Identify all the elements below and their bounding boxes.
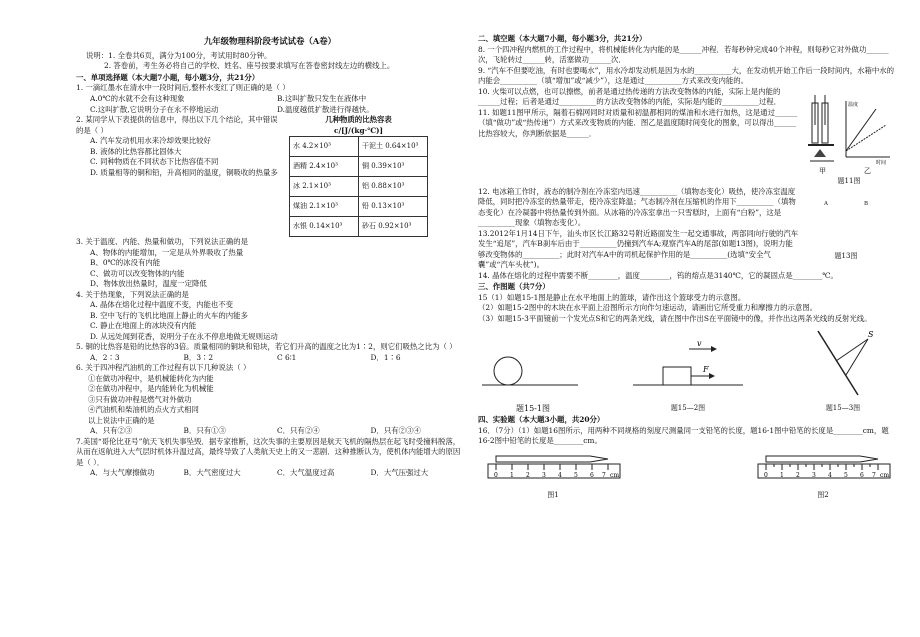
drawing-15-1: 15（1）如题15-1图是静止在水平地面上的篮球，请作出这个篮球受力的示意图。	[478, 292, 746, 302]
ruler-unit: cm	[880, 471, 890, 479]
figure-13	[806, 201, 886, 271]
q1-option-d: D.温度越低扩散进行得越快。	[277, 104, 374, 114]
ruler-number: 7	[602, 471, 606, 479]
graph-line-water	[846, 125, 886, 151]
light-ray-2	[846, 339, 868, 375]
table-cell: 冰 2.1×10³	[290, 177, 359, 197]
q7-option-b: B．大气密度过大	[183, 468, 241, 478]
note-1: 说明：1. 全卷共6页，满分为100分，考试用时80分钟。	[86, 50, 272, 60]
question-4	[76, 290, 464, 343]
table-cell: 酒精 2.4×10³	[290, 157, 359, 177]
section-2-heading: 二、填空题（本大题7小题，每小题3分，共21分）	[478, 34, 647, 43]
question-3	[76, 237, 464, 290]
q2-option-a: A. 汽车发动机用水来冷却效果比较好	[90, 136, 211, 146]
table-cell: 砂石 0.92×10³	[359, 217, 428, 237]
fill-9: 9. “汽车不但要吃油，有时也要喝水”，用水冷却发动机是因为水的__________大，在发动机开始工作后一段时间内，水箱中水的内能会__________（填“增加”或“减少”），这是通过__________方式来改变内能的。	[478, 65, 895, 86]
experiment-16: 16．（7分）（1）如题16图所示，用两种不同规格的刻度尺测量同一支铅笔的长度，题16-1图中铅笔的长度是________cm，题16-2图中铅笔的长度是________cm。	[478, 425, 889, 446]
q6-item-3: ③只有做功冲程是燃气对外做功	[88, 394, 192, 404]
q1-stem: 1. 一滴红墨水在清水中一段时间后,整杯水变红了则正确的是（ ）	[76, 83, 290, 93]
force-arrowhead	[709, 373, 715, 379]
q5-option-a: A．2∶3	[90, 352, 120, 362]
heat-capacity-table	[289, 136, 428, 237]
force-label: F	[703, 364, 709, 374]
q6-item-1: ①在做功冲程中，是机械能转化为内能	[88, 373, 214, 383]
ruler-number: 4	[828, 471, 832, 479]
ruler-number: 3	[542, 471, 546, 479]
ruler-number: 3	[812, 471, 816, 479]
q4-stem: 4. 关于热现象，下列说法正确的是	[76, 289, 189, 299]
figure-11-caption: 题11图	[837, 176, 861, 185]
question-6	[76, 363, 464, 437]
ruler-number: 1	[780, 471, 784, 479]
drawing-15-2: （2）如题15-2图中的木块在水平面上沿图所示方向作匀速运动，请画出它所受重力和摩擦力的示意图。	[478, 303, 818, 313]
figure-15-2-drawing	[623, 335, 753, 401]
fill-13: 13.2012年1月14日下午，汕头市区长江路32号附近路面发生一起交通事故，两部同向行驶的汽车发生“追尾”，汽车B刹车后由于__________仍撞到汽车A;观察汽车A的尾部(如题13图)，说明力能够改变物体的__________；此时对汽车A中的司机起保护作用的是__________(选填“安全气囊”或“汽车头枕”)。	[478, 228, 799, 270]
figure-16-row	[478, 450, 898, 501]
ruler-unit: cm	[610, 471, 620, 479]
question-5	[76, 342, 464, 363]
q3-option-a: A、物体的内能增加，一定是从外界吸收了热量	[90, 247, 244, 257]
velocity-arrowhead	[711, 346, 717, 352]
figure-13-caption: 题13图	[834, 252, 858, 261]
q6-stem: 6. 关于四冲程汽油机的工作过程有以下几种说法（ ）	[76, 363, 251, 373]
q4-option-d: D. 从远处闻到花香，说明分子在永不停息地做无规则运动	[90, 331, 278, 341]
q7-option-d: D．大气压强过大	[370, 468, 429, 478]
ruler-number: 0	[764, 471, 768, 479]
ruler-number: 5	[844, 471, 848, 479]
figure-15-3-drawing	[788, 325, 898, 401]
q2-option-b: B. 液体的比热容都比固体大	[90, 146, 182, 156]
fill-12-13-text	[478, 187, 800, 271]
figure-15-2-caption: 题15—2图	[670, 404, 706, 413]
figure-15-2	[623, 335, 753, 414]
q3-stem: 3. 关于温度、内能、热量和做功，下列说法正确的是	[76, 237, 248, 247]
q5-option-c: C 6∶1	[277, 352, 297, 362]
figure-13-label-a: A	[823, 200, 828, 207]
figure-16-2-caption: 图2	[817, 491, 829, 500]
point-s-label: S	[868, 329, 874, 339]
ruler-number: 2	[526, 471, 530, 479]
ruler-number: 0	[494, 471, 498, 479]
q2-option-d: D. 质量相等的铜和铅，升高相同的温度，铜吸收的热量多	[90, 167, 278, 177]
q2-stem: 2. 某同学从下表提供的信息中，得出以下几个结论，其中错误的是（ ）	[76, 115, 278, 135]
ruler-number: 6	[590, 471, 594, 479]
figure-16-2	[748, 450, 898, 501]
pencil-shape	[766, 456, 878, 462]
ruler-number: 1	[510, 471, 514, 479]
fill-8: 8. 一个四冲程内燃机的工作过程中，将机械能转化为内能的是______冲程．若每秒钟完成40个冲程，则每秒它对外做功______次，飞轮转过______转，活塞做功______次．	[478, 44, 889, 65]
ruler-number: 4	[558, 471, 562, 479]
basketball-shape	[494, 357, 522, 385]
q4-option-b: B. 空中飞行的飞机比地面上静止的火车的内能多	[90, 310, 248, 320]
q5-option-b: B．3∶2	[183, 352, 214, 362]
table-cell: 干泥土 0.64×10³	[359, 137, 428, 157]
light-ray-1	[836, 339, 868, 361]
table-cell: 水 4.2×10³	[290, 137, 359, 157]
q1-option-a: A.0℃的水就不会有这种现象	[90, 93, 185, 103]
q6-tail: 以上说法中正确的是	[88, 415, 155, 425]
table-cell: 水银 0.14×10³	[290, 217, 359, 237]
figure-16-2-drawing	[748, 450, 898, 488]
question-2	[76, 115, 281, 237]
fill-10-11-text	[478, 87, 800, 187]
table-cell: 煤油 2.1×10³	[290, 197, 359, 217]
section-1-heading: 一、单项选择题（本大题7小题，每小题3分，共21分）	[76, 72, 260, 82]
fill-12-13-block	[478, 187, 898, 271]
figure-15-1	[478, 333, 588, 414]
q6-option-c: C．只有②④	[277, 426, 320, 436]
q6-item-4: ④汽油机和柴油机的点火方式相同	[88, 405, 199, 415]
q6-option-b: B．只有①③	[183, 426, 226, 436]
drawing-15-3: （3）如题15-3平面镜前一个发光点S和它的两条光线，请在图中作出S在平面镜中的像，并作出这两条光线的反射光线。	[478, 313, 872, 323]
q1-option-b: B.这叫扩散只发生在液体中	[277, 93, 367, 103]
section-3-heading: 三、作图题（共7分）	[478, 282, 550, 292]
figure-13-labels	[806, 201, 886, 209]
ruler-number: 7	[872, 471, 876, 479]
q1-option-c: C.这叫扩散,它说明分子在永不停地运动	[90, 104, 219, 114]
q3-option-b: B、0℃的冰没有内能	[90, 258, 161, 268]
table-row	[290, 197, 428, 217]
fill-14: 14. 晶体在熔化的过程中需要不断________，温度________，钨的熔点是3140℃，它的凝固点是________℃。	[478, 270, 838, 280]
table-unit: c/[J/(kg·℃)]	[333, 125, 384, 135]
question-7	[76, 437, 464, 479]
q2-option-c: C. 同种物质在不同状态下比热容值不同	[90, 157, 219, 167]
figure-13-image-area	[806, 208, 886, 252]
table-cell: 铅 0.13×10³	[359, 197, 428, 217]
right-column	[478, 33, 898, 501]
q7-option-c: C．大气温度过高	[277, 468, 335, 478]
table-cell: 铝 0.88×10³	[359, 177, 428, 197]
heat-capacity-table-block	[289, 115, 428, 237]
q7-stem: 7.美国“哥伦比亚号”航天飞机失事坠毁．据专家推断，这次失事的主要原因是航天飞机的隔热层在起飞时受撞料脱落，从而在返航进入大气层时机体升温过高，最终导致了人类航天史上的又一悲剧．这种推断认为，使机体内能增大的原因是（ ）．	[76, 436, 461, 467]
question-1	[76, 83, 464, 115]
q4-option-a: A. 晶体在熔化过程中温度不变，内能也不变	[90, 300, 234, 310]
figure-11-label-yi: 乙	[864, 166, 871, 175]
table-row	[290, 177, 428, 197]
velocity-label: v	[697, 338, 702, 348]
pencil-shape	[496, 456, 608, 462]
ruler-ticks	[766, 464, 878, 470]
figure-15-row	[478, 328, 898, 414]
graph-line-oil	[846, 109, 876, 151]
q3-option-d: D、物体放出热量时，温度一定降低	[90, 279, 207, 289]
ruler-number: 2	[796, 471, 800, 479]
table-title: 几种物质的比热容表	[325, 115, 392, 125]
q6-option-d: D．只有②③④	[370, 426, 421, 436]
figure-16-1	[478, 450, 628, 501]
q5-stem: 5. 铜的比热容是铅的比热容的3倍。质量相同的铜块和铅块，若它们升高的温度之比为1∶2，则它们吸热之比为（ ）	[76, 342, 457, 352]
fill-12: 12. 电冰箱工作时，液态的制冷剂在冷冻室内迅速__________（填物态变化）吸热，使冷冻室温度降低，同时把冷冻室的热量带走，使冷冻室降温；气态制冷剂在压缩机的作用下__________（填物态变化）在冷凝器中将热量传到外面。从冰箱的冷冻室拿出一只雪糕时，上面有“白粉”，这是__________现象（填物态变化）。	[478, 186, 796, 228]
burner-flame	[814, 149, 826, 157]
fill-10-11-block	[478, 87, 898, 187]
section-4-heading: 四、实验题（本大题3小题，共20分）	[478, 415, 605, 425]
plane-mirror	[818, 331, 858, 395]
figure-15-1-drawing	[478, 333, 588, 399]
figure-11-axis-x-label: 时间	[876, 159, 887, 166]
ruler-number: 5	[574, 471, 578, 479]
q3-option-c: C、做功可以改变物体的内能	[90, 268, 185, 278]
fill-11: 11. 如题11图甲所示，隔着石棉网同时对质量和初温都相同的煤油和水进行加热，这是通过______（填“做功”或“热传递”）方式来改变物质的内能．图乙是温度随时间变化的图象，可以得出______比热容较大，你判断依据是______．	[478, 107, 798, 138]
ruler-body	[488, 464, 620, 478]
figure-16-1-drawing	[478, 450, 628, 488]
q6-item-2: ②在做功冲程中，是内能转化为机械能	[88, 384, 214, 394]
ruler-number: 6	[860, 471, 864, 479]
figure-15-3-caption: 题15—3图	[825, 404, 861, 413]
question-2-block	[76, 115, 464, 237]
note-2: 2. 答卷前，考生务必将自己的学校、姓名、座号按要求填写在答卷密封线左边的横线上。	[104, 61, 395, 71]
fill-10: 10. 火柴可以点燃，也可以擦燃，前者是通过热传递的方法改变物体的内能，实际上是内能的______过程；后者是通过__________的方法改变物体的内能，实际是内能的__________过程．	[478, 86, 782, 107]
table-row	[290, 137, 428, 157]
figure-11-label-jia: 甲	[819, 166, 826, 175]
figure-16-1-caption: 图1	[547, 491, 559, 500]
table-row	[290, 157, 428, 177]
figure-13-label-b: B	[863, 200, 868, 207]
figure-15-1-caption: 题15-1图	[516, 403, 550, 413]
figure-11-drawing	[806, 95, 892, 177]
q4-option-c: C. 静止在地面上的冰块没有内能	[90, 321, 197, 331]
ruler-ticks	[496, 464, 608, 470]
table-cell: 铜 0.39×10³	[359, 157, 428, 177]
figure-15-3	[788, 325, 898, 414]
q5-option-d: D．1∶6	[370, 352, 401, 362]
figure-11-axis-y-label: 温度	[848, 101, 859, 108]
left-column	[76, 36, 464, 479]
figure-11	[806, 95, 892, 187]
page-title: 九年级物理科阶段考试试卷（A卷）	[203, 36, 337, 46]
q6-option-a: A．只有②③	[90, 426, 133, 436]
q7-option-a: A．与大气摩擦做功	[90, 468, 155, 478]
table-row	[290, 217, 428, 237]
wooden-block	[663, 367, 691, 385]
